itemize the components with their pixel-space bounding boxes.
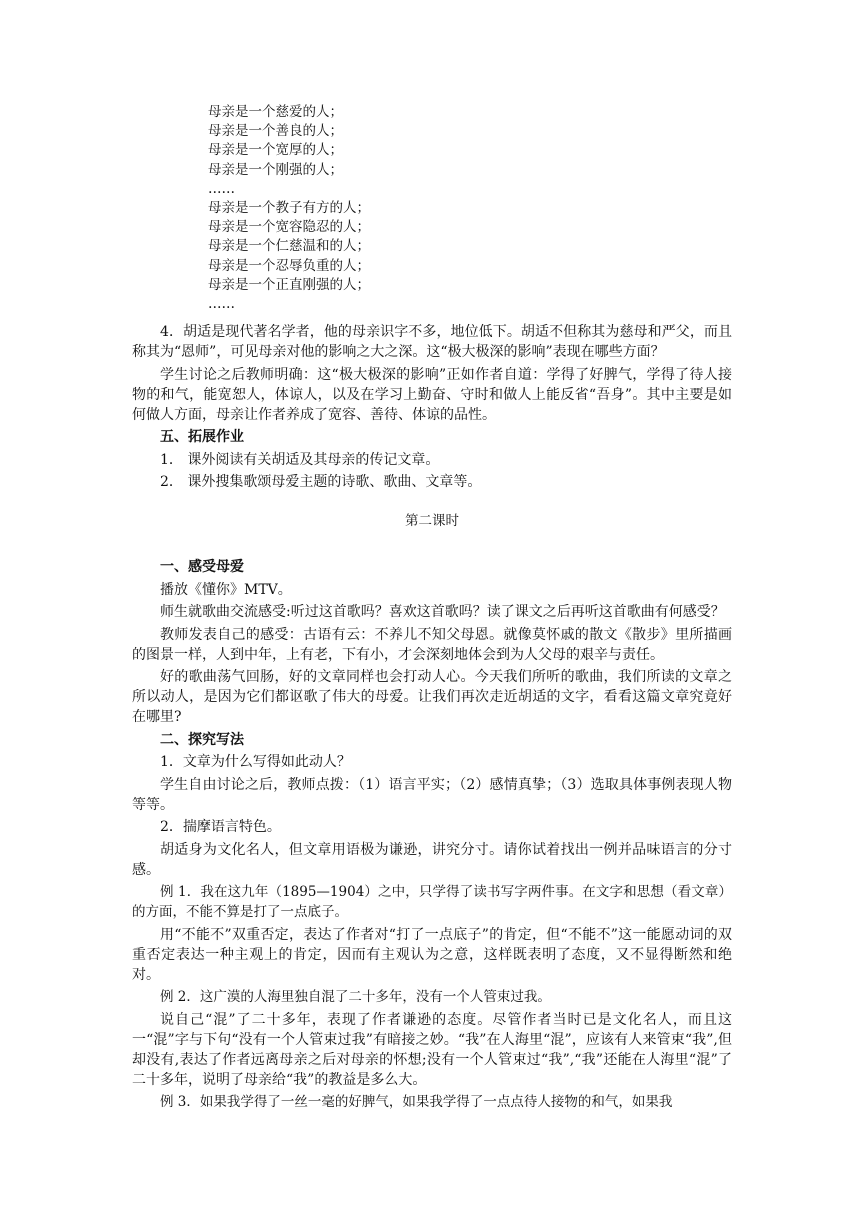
section-heading-feel: 一、感受母爱 <box>160 559 244 575</box>
homework-item: 1． 课外阅读有关胡适及其母亲的传记文章。 <box>160 451 440 468</box>
list-item: …… <box>208 180 235 197</box>
list-item: 母亲是一个慈爱的人； <box>208 104 343 120</box>
example-3: 例 3．如果我学得了一丝一毫的好脾气，如果我学得了一点点待人接物的和气，如果我 <box>160 1094 673 1110</box>
list-item: 母亲是一个宽容隐忍的人； <box>208 219 370 236</box>
paragraph: 好的歌曲荡气回肠，好的文章同样也会打动人心。今天我们所听的歌曲，我们所读的文章之所以动人，是因为它们都讴歌了伟大的母爱。让我们再次走近胡适的文字，看看这篇文章究竟好在哪里? <box>132 669 732 725</box>
list-item: 母亲是一个刚强的人； <box>208 161 343 178</box>
example-2: 例 2．这广漠的人海里独自混了二十多年，没有一个人管束过我。 <box>160 989 551 1005</box>
example-1-analysis: 用“不能不”双重否定，表达了作者对“打了一点底子”的肯定，但“不能不”这一能愿动词的双重否定表达一种主观上的肯定，因而有主观认为之意，这样既表明了态度，又不显得断然和绝对。 <box>132 926 732 983</box>
list-item: 母亲是一个善良的人； <box>208 123 343 140</box>
homework-item: 2． 课外搜集歌颂母爱主题的诗歌、歌曲、文章等。 <box>160 474 482 490</box>
section-heading-homework: 五、拓展作业 <box>160 429 244 445</box>
paragraph: 2．揣摩语言特色。 <box>160 819 281 835</box>
list-item: 母亲是一个正直刚强的人； <box>208 276 370 293</box>
list-item: 母亲是一个宽厚的人； <box>208 142 343 159</box>
example-1: 例 1．我在这九年（1895—1904）之中，只学得了读书写字两件事。在文字和思想（看文章）的方面，不能不算是打了一点底子。 <box>132 884 732 920</box>
paragraph: 1．文章为什么写得如此动人？ <box>160 754 351 770</box>
question-4-answer: 学生讨论之后教师明确：这“极大极深的影响”正如作者自道：学得了好脾气，学得了待人接物的和气，能宽恕人，体谅人，以及在学习上勤奋、守时和做人上能反省“吾身”。其中主要是如何做人方面，母亲让作者养成了宽容、善待、体谅的品性。 <box>132 366 732 423</box>
paragraph: 学生自由讨论之后，教师点拨：（1）语言平实；（2）感情真挚；（3）选取具体事例表现人物等等。 <box>132 776 732 813</box>
paragraph: 播放《懂你》MTV。 <box>160 581 292 598</box>
document-body <box>132 322 732 1115</box>
list-item: 母亲是一个仁慈温和的人； <box>208 238 370 255</box>
example-2-analysis: 说自己“混”了二十多年，表现了作者谦逊的态度。尽管作者当时已是文化名人，而且这一“混”字与下句“没有一个人管束过我”有暗接之妙。“我”在人海里“混”，应该有人来管束“我”,但却没有,表达了作者远离母亲之后对母亲的怀想;没有一个人管束过“我”,“我”还能在人海里“混”了二十多年，说明了母亲给“我”的教益是多么大。 <box>132 1011 732 1088</box>
list-item: 母亲是一个教子有方的人； <box>208 200 370 217</box>
list-item: 母亲是一个忍辱负重的人； <box>208 257 370 274</box>
section-heading-explore: 二、探究写法 <box>160 731 244 748</box>
paragraph: 胡适身为文化名人，但文章用语极为谦逊，讲究分寸。请你试着找出一例并品味语言的分寸感。 <box>132 841 732 878</box>
paragraph: 教师发表自己的感受：古语有云：不养儿不知父母恩。就像莫怀戚的散文《散步》里所描画的图景一样，人到中年，上有老，下有小，才会深刻地体会到为人父母的艰辛与责任。 <box>132 626 732 663</box>
question-4: 4．胡适是现代著名学者，他的母亲识字不多，地位低下。胡适不但称其为慈母和严父，而且称其为“恩师”，可见母亲对他的影响之大之深。这“极大极深的影响”表现在哪些方面？ <box>132 324 732 360</box>
list-item: …… <box>208 296 235 313</box>
lesson-title: 第二课时 <box>405 513 459 529</box>
paragraph: 师生就歌曲交流感受:听过这首歌吗？喜欢这首歌吗？读了课文之后再听这首歌曲有何感受？ <box>160 604 725 620</box>
mother-traits-list <box>208 103 370 314</box>
